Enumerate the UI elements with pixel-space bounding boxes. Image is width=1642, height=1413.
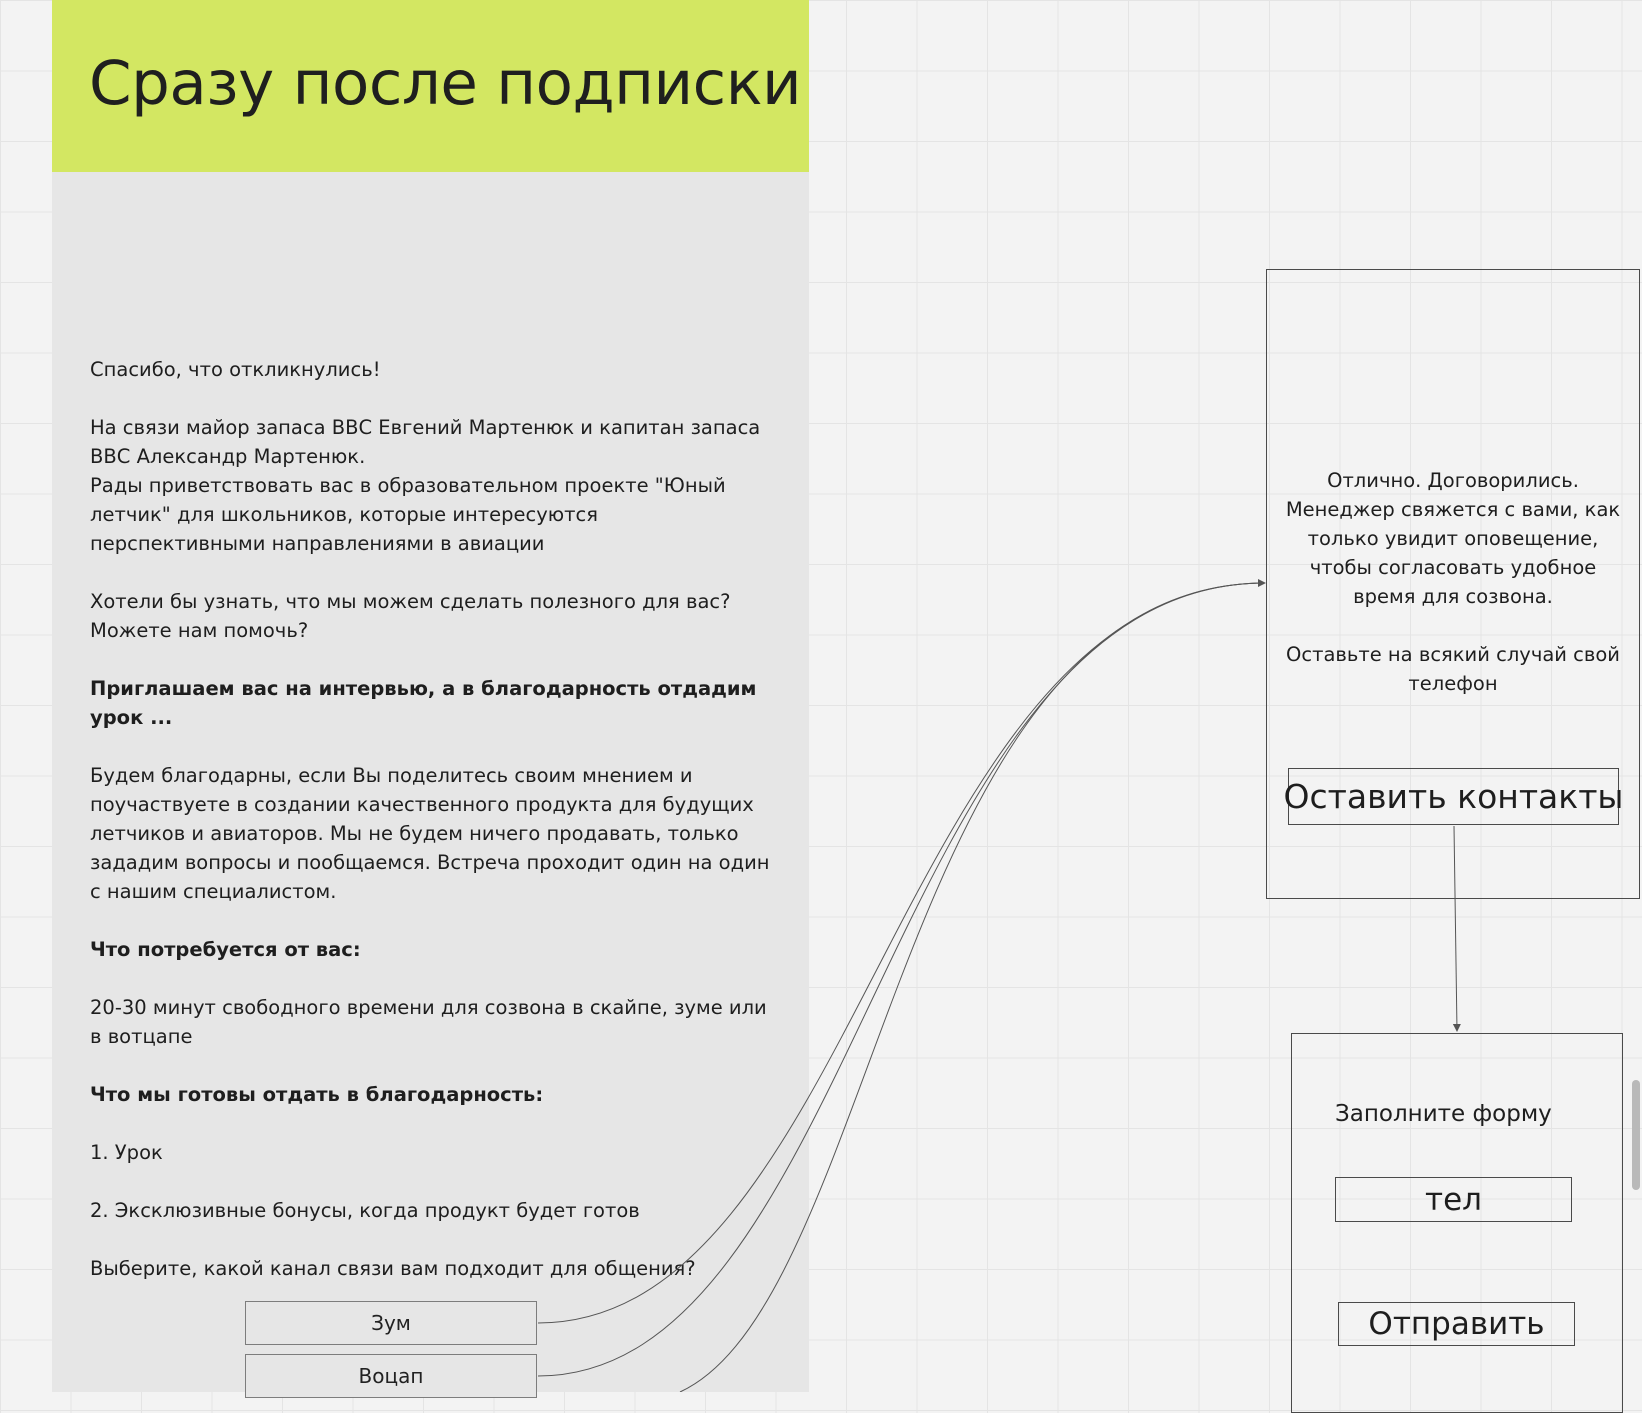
card-text-line: урок ... [90,706,173,729]
confirm-text-line: Оставьте на всякий случай свой [1286,643,1620,666]
card-body [90,355,780,1312]
card-text-line: Хотели бы узнать, что мы можем сделать полезного для вас? [90,590,731,613]
card-paragraph [90,993,780,1051]
card-text-line: Рады приветствовать вас в образовательном проекте "Юный [90,474,726,497]
confirm-text-line: время для созвона. [1353,585,1553,608]
confirm-message [1270,466,1636,727]
confirm-paragraph [1270,466,1636,611]
card-paragraph [90,674,780,732]
card-text-line: Приглашаем вас на интервью, а в благодарность отдадим [90,677,757,700]
card-text-line: Спасибо, что откликнулись! [90,358,381,381]
card-paragraph [90,587,780,645]
confirm-text-line: только увидит оповещение, [1307,527,1599,550]
channel-button-whatsapp[interactable]: Воцап [245,1354,537,1398]
card-paragraph [90,1080,780,1109]
card-text-line: 2. Эксклюзивные бонусы, когда продукт будет готов [90,1199,640,1222]
confirm-text-line: чтобы согласовать удобное [1309,556,1597,579]
card-title: Сразу после подписки [89,48,802,119]
confirm-text-line: телефон [1408,672,1498,695]
confirm-text-line: Отлично. Договорились. [1327,469,1579,492]
card-text-line: поучаствуете в создании качественного продукта для будущих [90,793,754,816]
channel-button-zoom[interactable]: Зум [245,1301,537,1345]
card-text-line: Что мы готовы отдать в благодарность: [90,1083,544,1106]
card-text-line: Будем благодарны, если Вы поделитесь своим мнением и [90,764,693,787]
card-text-line: в вотцапе [90,1025,193,1048]
card-paragraph [90,935,780,964]
confirm-text-line: Менеджер свяжется с вами, как [1285,498,1621,521]
card-text-line: 20-30 минут свободного времени для созвона в скайпе, зуме или [90,996,767,1019]
card-text-line: Что потребуется от вас: [90,938,361,961]
card-paragraph [90,413,780,558]
scrollbar-handle[interactable] [1632,1080,1640,1190]
phone-input[interactable] [1335,1177,1572,1222]
form-title: Заполните форму [1335,1101,1552,1127]
card-text-line: летчиков и авиаторов. Мы не будем ничего продавать, только [90,822,739,845]
card-text-line: перспективными направлениями в авиации [90,532,545,555]
card-paragraph [90,1196,780,1225]
card-text-line: На связи майор запаса ВВС Евгений Мартенюк и капитан запаса [90,416,761,439]
card-text-line: Выберите, какой канал связи вам подходит для общения? [90,1257,696,1280]
card-paragraph [90,355,780,384]
card-text-line: летчик" для школьников, которые интересуются [90,503,598,526]
card-header [52,0,809,172]
submit-button[interactable]: Отправить [1338,1302,1575,1346]
card-text-line: Можете нам помочь? [90,619,309,642]
card-paragraph [90,1138,780,1167]
card-paragraph [90,1254,780,1283]
form-frame [1291,1033,1623,1413]
card-text-line: с нашим специалистом. [90,880,337,903]
card-text-line: ВВС Александр Мартенюк. [90,445,366,468]
card-text-line: зададим вопросы и пообщаемся. Встреча проходит один на один [90,851,770,874]
card-paragraph [90,761,780,906]
card-text-line: 1. Урок [90,1141,163,1164]
confirm-paragraph [1270,640,1636,698]
leave-contacts-button[interactable]: Оставить контакты [1288,768,1619,825]
message-card [52,0,809,1392]
